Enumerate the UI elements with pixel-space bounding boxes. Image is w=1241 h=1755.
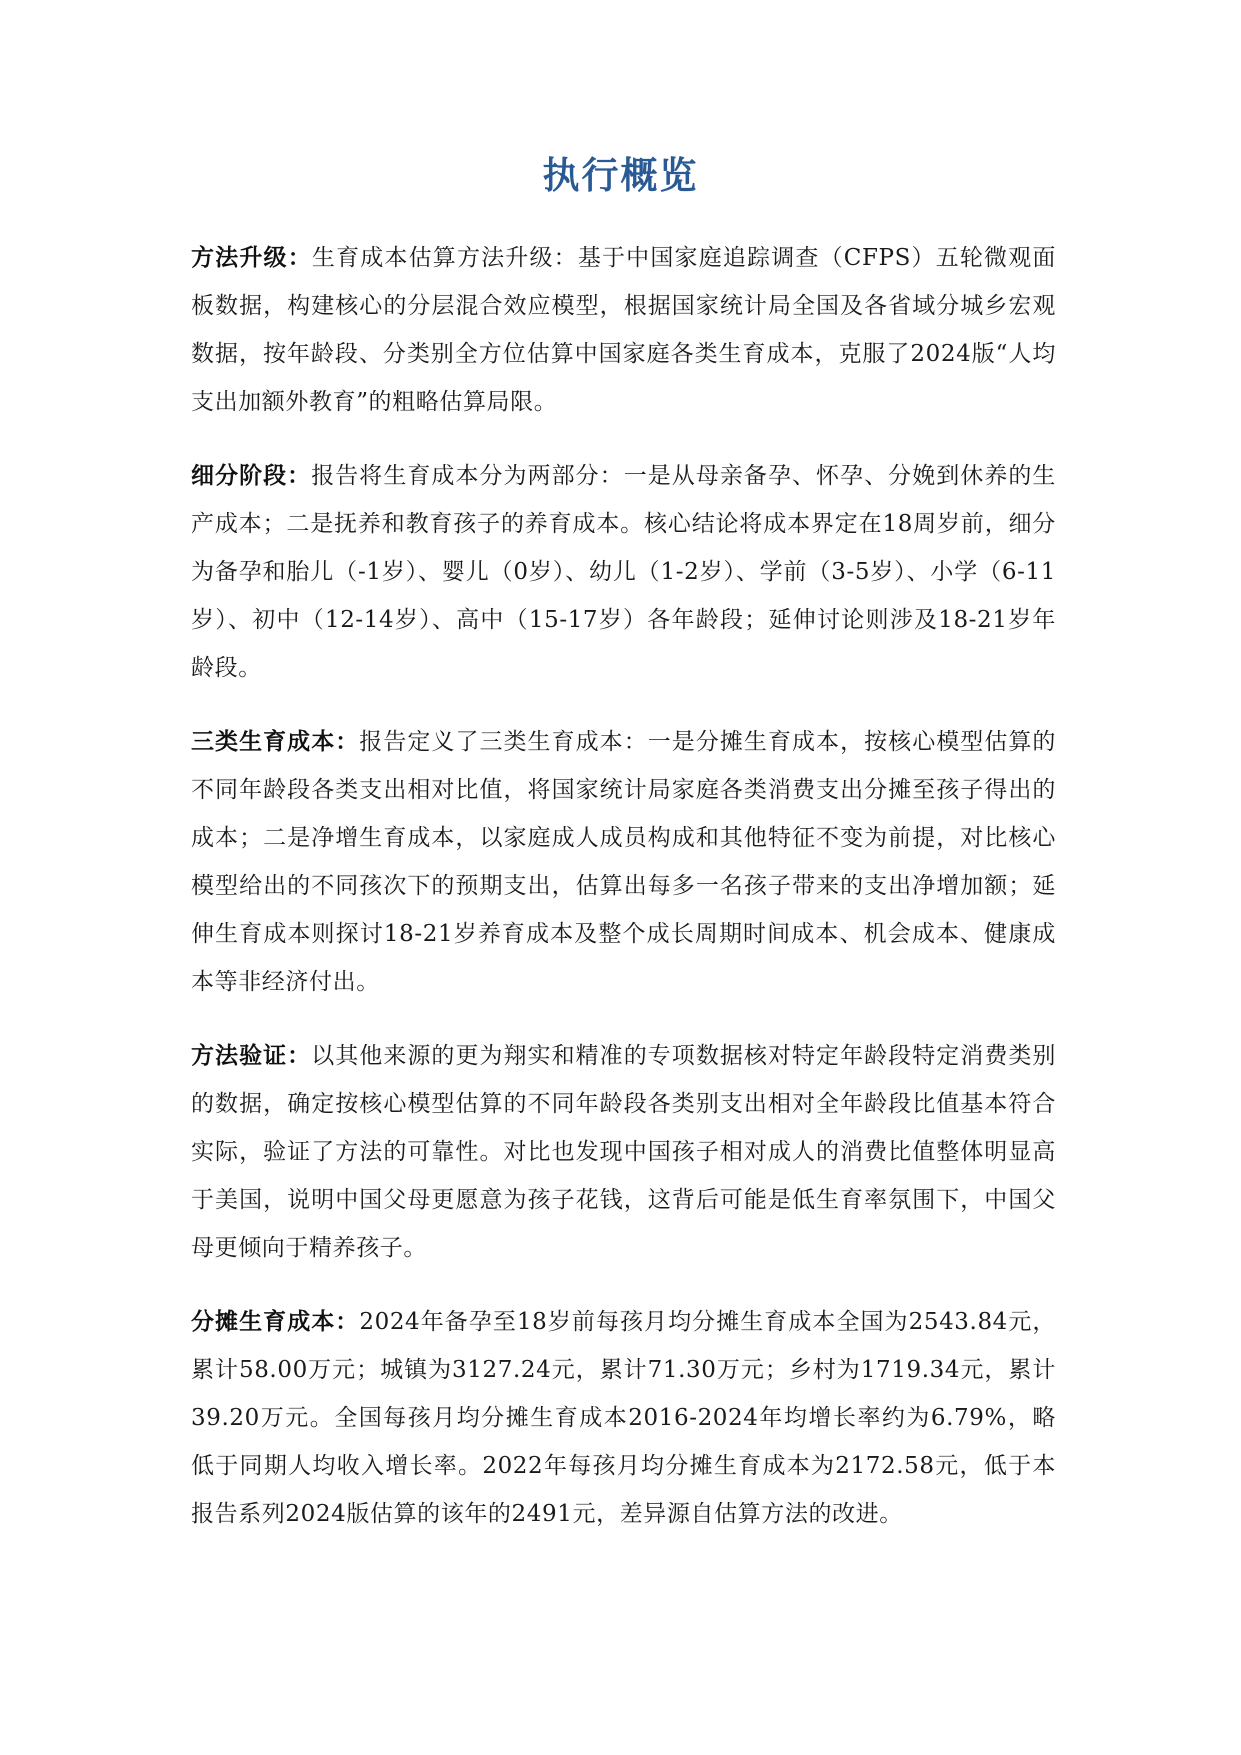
paragraph-stages [191,452,1056,692]
paragraph-lead: 细分阶段： [191,462,312,489]
paragraph-lead: 分摊生育成本： [191,1308,360,1335]
page-title: 执行概览 [542,153,699,197]
paragraph-allocated-cost [191,1298,1056,1538]
paragraph-lead: 方法升级： [191,244,312,271]
paragraph-text: 以其他来源的更为翔实和精准的专项数据核对特定年龄段特定消费类别的数据，确定按核心模型估算的不同年龄段各类别支出相对全年龄段比值基本符合实际，验证了方法的可靠性。对比也发现中国孩子相对成人的消费比值整体明显高于美国，说明中国父母更愿意为孩子花钱，这背后可能是低生育率氛围下，中国父母更倾向于精养孩子。 [191,1043,1056,1261]
document-body [191,234,1056,1564]
paragraph-method-upgrade [191,234,1056,426]
paragraph-method-validation [191,1032,1056,1272]
paragraph-text: 报告将生育成本分为两部分：一是从母亲备孕、怀孕、分娩到休养的生产成本；二是抚养和教育孩子的养育成本。核心结论将成本界定在18周岁前，细分为备孕和胎儿（-1岁）、婴儿（0岁）、幼儿（1-2岁）、学前（3-5岁）、小学（6-11岁）、初中（12-14岁）、高中（15-17岁）各年龄段；延伸讨论则涉及18-21岁年龄段。 [191,463,1056,681]
paragraph-lead: 方法验证： [191,1042,312,1069]
paragraph-three-costs [191,718,1056,1006]
paragraph-text: 生育成本估算方法升级：基于中国家庭追踪调查（CFPS）五轮微观面板数据，构建核心的分层混合效应模型，根据国家统计局全国及各省域分城乡宏观数据，按年龄段、分类别全方位估算中国家庭各类生育成本，克服了2024版“人均支出加额外教育”的粗略估算局限。 [191,245,1057,415]
paragraph-lead: 三类生育成本： [191,728,360,755]
paragraph-text: 2024年备孕至18岁前每孩月均分摊生育成本全国为2543.84元，累计58.00万元；城镇为3127.24元，累计71.30万元；乡村为1719.34元，累计39.20万元。全国每孩月均分摊生育成本2016-2024年均增长率约为6.79%，略低于同期人均收入增长率。2022年每孩月均分摊生育成本为2172.58元，低于本报告系列2024版估算的该年的2491元，差异源自估算方法的改进。 [191,1309,1057,1527]
paragraph-text: 报告定义了三类生育成本：一是分摊生育成本，按核心模型估算的不同年龄段各类支出相对比值，将国家统计局家庭各类消费支出分摊至孩子得出的成本；二是净增生育成本，以家庭成人成员构成和其他特征不变为前提，对比核心模型给出的不同孩次下的预期支出，估算出每多一名孩子带来的支出净增加额；延伸生育成本则探讨18-21岁养育成本及整个成长周期时间成本、机会成本、健康成本等非经济付出。 [191,729,1056,995]
